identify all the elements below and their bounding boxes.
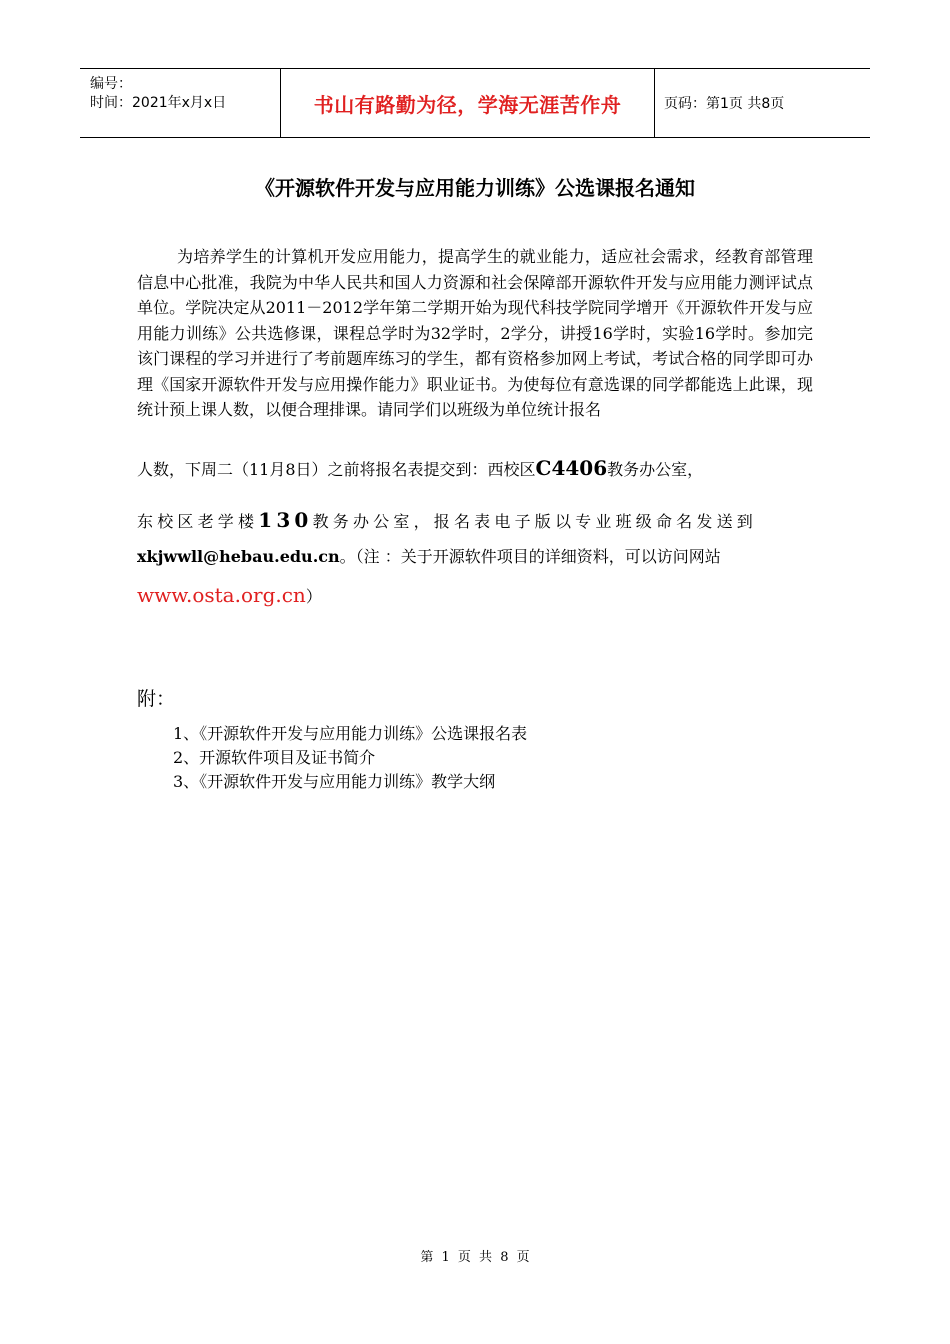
attachment-item: 3、《开源软件开发与应用能力训练》教学大纲 bbox=[173, 772, 496, 791]
submission-text-a: 人数，下周二（11月8日）之前将报名表提交到：西校区 bbox=[137, 460, 536, 479]
submission-text-b: 教务办公室， bbox=[607, 460, 704, 479]
header-motto: 书山有路勤为径，学海无涯苦作舟 bbox=[280, 69, 655, 137]
closing-paren: ） bbox=[305, 587, 322, 606]
body-line-east-campus bbox=[137, 508, 813, 532]
attachments-heading: 附： bbox=[137, 688, 176, 710]
document-title: 《开源软件开发与应用能力训练》公选课报名通知 bbox=[255, 176, 695, 200]
email-address[interactable]: xkjwwll@hebau.edu.cn bbox=[137, 547, 340, 566]
body-paragraph: 为培养学生的计算机开发应用能力，提高学生的就业能力，适应社会需求，经教育部管理信息中心批准，我院为中华人民共和国人力资源和社会保障部开源软件开发与应用能力测评试点单位。学院决定从2011－2012学年第二学期开始为现代科技学院同学增开《开源软件开发与应用能力训练》公共选修课，课程总学时为32学时，2学分，讲授16学时，实验16学时。参加完该门课程的学习并进行了考前题库练习的学生，都有资格参加网上考试，考试合格的同学即可办理《国家开源软件开发与应用操作能力》职业证书。为使每位有意选课的同学都能选上此课，现统计预上课人数，以便合理排课。请同学们以班级为单位统计报名 bbox=[137, 247, 813, 419]
east-campus-room: 130 bbox=[258, 508, 313, 532]
website-link[interactable]: www.osta.org.cn bbox=[137, 583, 306, 607]
time-label: 时间：2021年x月x日 bbox=[90, 95, 227, 111]
east-campus-text-a: 东校区老学楼 bbox=[137, 512, 259, 531]
west-campus-room: C4406 bbox=[535, 456, 608, 480]
attachments-list bbox=[173, 722, 527, 794]
body-line-submission bbox=[137, 456, 813, 480]
east-campus-text-b: 教务办公室，报名表电子版以专业班级命名发送到 bbox=[312, 512, 757, 531]
body-line-website bbox=[137, 583, 813, 607]
header-page-code: 页码：第1页 共8页 bbox=[664, 96, 785, 112]
attachment-item: 2、开源软件项目及证书简介 bbox=[173, 748, 376, 767]
number-label: 编号： bbox=[90, 76, 132, 92]
attachment-item: 1、《开源软件开发与应用能力训练》公选课报名表 bbox=[173, 724, 528, 743]
body-line-email bbox=[137, 544, 813, 567]
note-text: 。（注 ：关于开源软件项目的详细资料，可以访问网站 bbox=[339, 547, 721, 566]
page-footer: 第 1 页 共 8 页 bbox=[420, 1250, 530, 1265]
header-meta bbox=[80, 69, 280, 137]
page-header bbox=[80, 68, 870, 138]
